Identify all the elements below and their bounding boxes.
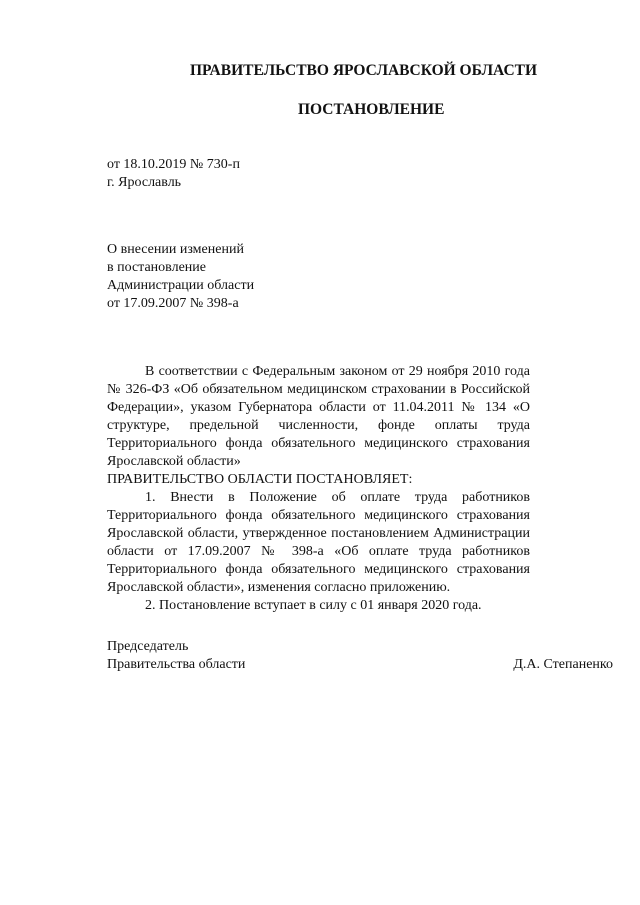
signer-name: Д.А. Степаненко bbox=[513, 657, 613, 672]
preamble-paragraph: В соответствии с Федеральным законом от 29 ноября 2010 года № 326-ФЗ «Об обязательном медицинском страховании в Российской Федерации», указом Губернатора области от 11.04.2011 № 134 «О структуре, предельной численности, фонде оплаты труда Территориального фонда обязательного медицинского страхования Ярославской области» bbox=[107, 364, 530, 469]
signature-row bbox=[107, 656, 613, 674]
item-2-paragraph: 2. Постановление вступает в силу с 01 января 2020 года. bbox=[145, 598, 482, 613]
organization-title: ПРАВИТЕЛЬСТВО ЯРОСЛАВСКОЙ ОБЛАСТИ bbox=[190, 62, 538, 79]
subject-line: от 17.09.2007 № 398-а bbox=[107, 296, 239, 311]
signer-position-line1: Председатель bbox=[107, 639, 189, 654]
document-meta bbox=[107, 156, 240, 192]
document-subject bbox=[107, 241, 254, 313]
subject-line: Администрации области bbox=[107, 278, 255, 293]
document-body bbox=[107, 363, 530, 615]
resolves-heading: ПРАВИТЕЛЬСТВО ОБЛАСТИ ПОСТАНОВЛЯЕТ: bbox=[107, 472, 413, 487]
subject-line: О внесении изменений bbox=[107, 242, 244, 257]
document-city: г. Ярославль bbox=[107, 175, 182, 190]
document-date-number: от 18.10.2019 № 730-п bbox=[107, 157, 240, 172]
document-type-title: ПОСТАНОВЛЕНИЕ bbox=[298, 101, 445, 118]
item-1-paragraph: 1. Внести в Положение об оплате труда работников Территориального фонда обязательного медицинского страхования Ярославской области, утвержденное постановлением Администрации области от 17.09.2007 № 398-а «Об оплате труда работников Территориального фонда обязательного медицинского страхования Ярославской области», изменения согласно приложению. bbox=[107, 490, 530, 595]
subject-line: в постановление bbox=[107, 260, 206, 275]
signer-position-line2: Правительства области bbox=[107, 657, 246, 672]
signature-block bbox=[107, 638, 613, 674]
